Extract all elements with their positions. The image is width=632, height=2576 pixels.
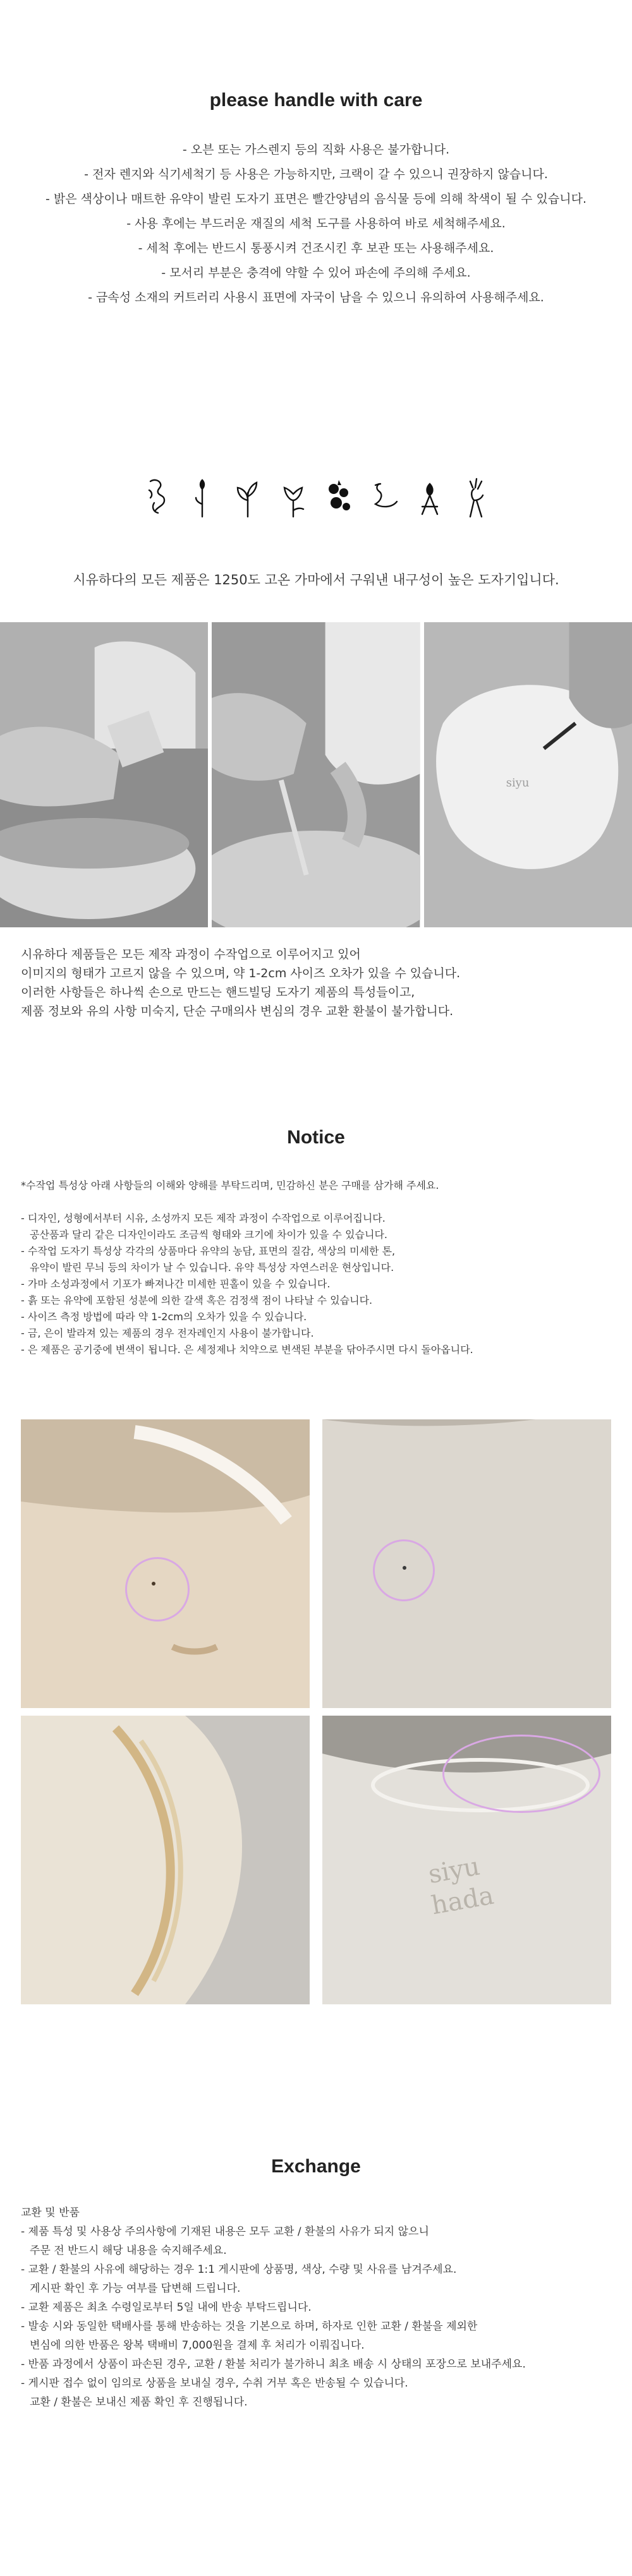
notice-item: 유약이 발린 무늬 등의 차이가 날 수 있습니다. 유약 특성상 자연스러운 현상입니다. [30,1261,394,1273]
exchange-line: - 게시판 접수 없이 임의로 상품을 보내실 경우, 수취 거부 혹은 반송될 수 있습니다. [21,2377,408,2390]
stamp-impression: hada [429,1881,496,1921]
exchange-line: 교환 / 환불은 보내신 제품 확인 후 진행됩니다. [30,2396,248,2409]
handmade-line: 이미지의 형태가 고르지 않을 수 있으며, 약 1-2cm 사이즈 오차가 있을 수 있습니다. [21,966,461,980]
glaze-tone-photo [21,1716,310,2004]
exchange-line: 게시판 확인 후 가능 여부를 답변해 드립니다. [30,2282,241,2295]
care-item: - 오븐 또는 가스렌지 등의 직화 사용은 불가합니다. [182,143,450,157]
tulip-icon [276,475,311,521]
process-photo-strip [0,622,632,927]
care-item: - 금속성 소재의 커트러리 사용시 표면에 자국이 남을 수 있으니 유의하여 사용해주세요. [88,291,544,304]
flower-icon [185,475,220,521]
sanding-photo [0,622,208,927]
figure-icon [139,475,174,521]
bouquet-icon [412,475,447,521]
notice-item: - 수작업 도자기 특성상 각각의 상품마다 유약의 농담, 표면의 질감, 색상의 미세한 톤, [21,1245,396,1257]
berry-cluster-icon [321,475,356,521]
exchange-line: - 교환 제품은 최초 수령일로부터 5일 내에 반송 부탁드립니다. [21,2301,312,2314]
notice-intro: *수작업 특성상 아래 사항들의 이해와 양해를 부탁드리며, 민감하신 분은 구매를 삼가해 주세요. [21,1179,439,1191]
notice-list [21,1177,615,1358]
pinhole-photo-2 [322,1419,611,1708]
handmade-note [21,945,615,1021]
exchange-policy [21,2203,615,2412]
highlight-circle [125,1557,190,1622]
deer-icon [458,475,493,521]
highlight-circle [373,1539,435,1601]
durability-statement: 시유하다의 모든 제품은 1250도 고온 가마에서 구워낸 내구성이 높은 도자기입니다. [73,572,559,587]
exchange-line: - 발송 시와 동일한 택배사를 통해 반송하는 것을 기본으로 하며, 하자로 인한 교환 / 환불을 제외한 [21,2320,478,2333]
handmade-line: 이러한 사항들은 하나씩 손으로 만드는 핸드빌딩 도자기 제품의 특성들이고, [21,985,415,999]
care-item: - 밝은 색상이나 매트한 유약이 발린 도자기 표면은 빨간양념의 음식물 등에 의해 착색이 될 수 있습니다. [45,192,586,206]
stamp-impression: siyu [426,1851,482,1890]
notice-item: - 가마 소성과정에서 기포가 빠져나간 미세한 핀홀이 있을 수 있습니다. [21,1278,331,1290]
stamp-impression: siyu [506,776,530,790]
carving-photo [212,622,420,927]
care-list [0,138,632,310]
stamping-photo [424,622,632,927]
swan-icon [367,475,402,521]
exchange-title: Exchange [271,2156,361,2177]
stamp-photo [322,1716,611,2004]
sprout-icon [230,475,265,521]
care-item: - 세척 후에는 반드시 통풍시켜 건조시킨 후 보관 또는 사용해주세요. [138,241,494,255]
care-item: - 사용 후에는 부드러운 재질의 세척 도구를 사용하여 바로 세척해주세요. [126,217,506,231]
care-item: - 전자 렌지와 식기세척기 등 사용은 가능하지만, 크랙이 갈 수 있으니 권장하지 않습니다. [84,167,548,181]
care-item: - 모서리 부분은 충격에 약할 수 있어 파손에 주의해 주세요. [161,266,471,280]
exchange-line: 주문 전 반드시 해당 내용을 숙지해주세요. [30,2244,227,2257]
notice-item: - 흙 또는 유약에 포함된 성분에 의한 갈색 혹은 검정색 점이 나타날 수 있습니다. [21,1294,373,1306]
pinhole-photo-1 [21,1419,310,1708]
notice-item: 공산품과 달리 같은 디자인이라도 조금씩 형태와 크기에 차이가 있을 수 있습니다. [30,1229,387,1241]
care-title: please handle with care [209,90,423,111]
handmade-line: 제품 정보와 유의 사항 미숙지, 단순 구매의사 변심의 경우 교환 환불이 불가합니다. [21,1004,454,1018]
notice-item: - 디자인, 성형에서부터 시유, 소성까지 모든 제작 과정이 수작업으로 이루어집니다. [21,1212,386,1224]
notice-title: Notice [287,1127,345,1148]
exchange-line: - 교환 / 환불의 사유에 해당하는 경우 1:1 게시판에 상품명, 색상, 수량 및 사유를 남겨주세요. [21,2263,457,2276]
exchange-line: 교환 및 반품 [21,2206,80,2219]
handmade-line: 시유하다 제품들은 모든 제작 과정이 수작업으로 이루어지고 있어 [21,948,361,961]
exchange-line: 변심에 의한 반품은 왕복 택배비 7,000원을 결제 후 처리가 이뤄집니다. [30,2339,365,2352]
notice-item: - 금, 은이 발라져 있는 제품의 경우 전자레인지 사용이 불가합니다. [21,1327,314,1339]
highlight-ellipse [442,1735,600,1813]
exchange-line: - 반품 과정에서 상품이 파손된 경우, 교환 / 환불 처리가 불가하니 최초 배송 시 상태의 포장으로 보내주세요. [21,2358,526,2371]
exchange-line: - 제품 특성 및 사용상 주의사항에 기재된 내용은 모두 교환 / 환불의 사유가 되지 않으니 [21,2225,429,2238]
notice-item: - 은 제품은 공기중에 변색이 됩니다. 은 세정제나 치약으로 변색된 부분을 닦아주시면 다시 돌아옵니다. [21,1344,473,1356]
notice-item: - 사이즈 측정 방법에 따라 약 1-2cm의 오차가 있을 수 있습니다. [21,1311,307,1323]
decorative-icons-row [139,472,493,523]
